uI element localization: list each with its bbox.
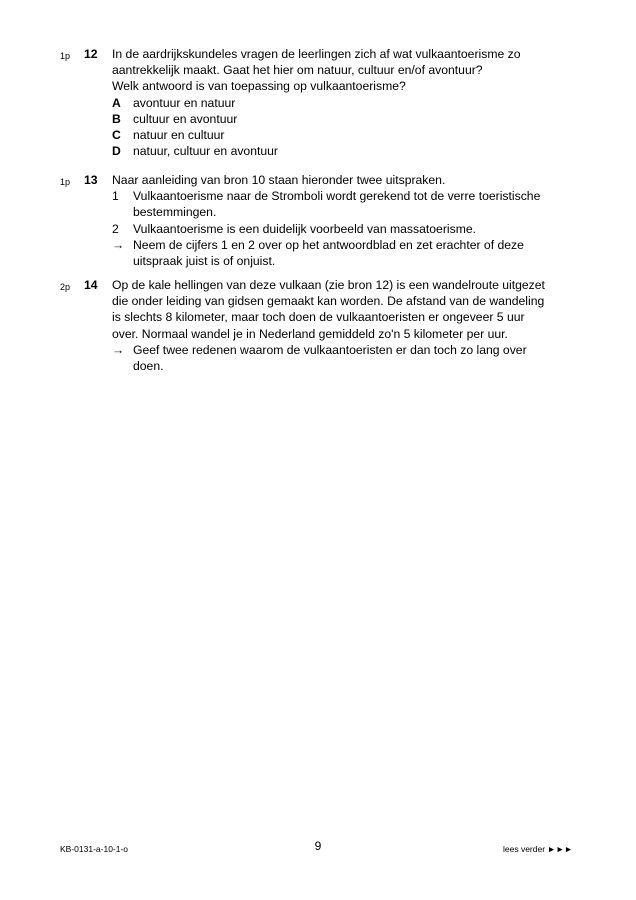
- instruction-text-line: Neem de cijfers 1 en 2 over op het antwoordblad en zet erachter of deze: [133, 237, 524, 252]
- option-text: natuur, cultuur en avontuur: [133, 144, 278, 159]
- question-points: 1p: [60, 51, 71, 61]
- statement-text-line: Vulkaantoerisme naar de Stromboli wordt gerekend tot de verre toeristische: [133, 189, 541, 204]
- option-key: C: [112, 127, 121, 142]
- statement-text-line: bestemmingen.: [133, 205, 217, 220]
- arrow-icon: →: [112, 342, 125, 357]
- instruction-text-line: doen.: [133, 359, 164, 374]
- answer-option: [112, 143, 552, 159]
- question-text-line: die onder leiding van gidsen gemaakt kan worden. De afstand van de wandeling: [112, 294, 545, 309]
- statement-key: 1: [112, 189, 119, 204]
- question-text-line: In de aardrijkskundeles vragen de leerlingen zich af wat vulkaantoerisme zo: [112, 47, 521, 61]
- answer-option: [112, 127, 552, 143]
- question-text-line: is slechts 8 kilometer, maar toch doen de vulkaantoeristen er ongeveer 5 uur: [112, 310, 525, 325]
- question-text-line: Welk antwoord is van toepassing op vulkaantoerisme?: [112, 79, 406, 94]
- question-body: [112, 172, 552, 269]
- arrow-icon: →: [112, 237, 125, 252]
- statement-item: [112, 221, 552, 237]
- answer-option: [112, 111, 552, 127]
- question-text-line: over. Normaal wandel je in Nederland gemiddeld zo'n 5 kilometer per uur.: [112, 326, 508, 341]
- question-text-line: aantrekkelijk maakt. Gaat het hier om natuur, cultuur en/of avontuur?: [112, 63, 483, 78]
- question-body: [112, 277, 552, 374]
- option-text: cultuur en avontuur: [133, 111, 238, 126]
- option-key: B: [112, 111, 121, 126]
- instruction-text-line: Geef twee redenen waarom de vulkaantoeristen er dan toch zo lang over: [133, 342, 527, 357]
- question-body: [112, 46, 552, 159]
- exam-code: KB-0131-a-10-1-o: [60, 844, 129, 854]
- page-footer: [0, 838, 636, 854]
- statement-key: 2: [112, 221, 119, 236]
- option-text: avontuur en natuur: [133, 95, 236, 110]
- question-points: 1p: [60, 177, 71, 187]
- instruction-item: [112, 342, 552, 374]
- question-text-line: Op de kale hellingen van deze vulkaan (zie bron 12) is een wandelroute uitgezet: [112, 278, 545, 292]
- instruction-text-line: uitspraak juist is of onjuist.: [133, 254, 276, 269]
- instruction-item: [112, 237, 552, 269]
- option-key: A: [112, 95, 121, 110]
- option-text: natuur en cultuur: [133, 127, 225, 142]
- question-text-line: Naar aanleiding van bron 10 staan hieronder twee uitspraken.: [112, 173, 446, 187]
- continue-indicator: lees verder ►►►: [503, 844, 573, 854]
- question-number: 14: [84, 278, 98, 292]
- question-number: 12: [84, 47, 98, 61]
- option-key: D: [112, 144, 121, 159]
- page-number: 9: [314, 839, 322, 853]
- answer-option: [112, 95, 552, 111]
- question-number: 13: [84, 173, 98, 187]
- question-points: 2p: [60, 282, 71, 292]
- statement-item: [112, 188, 552, 220]
- statement-text-line: Vulkaantoerisme is een duidelijk voorbeeld van massatoerisme.: [133, 221, 477, 236]
